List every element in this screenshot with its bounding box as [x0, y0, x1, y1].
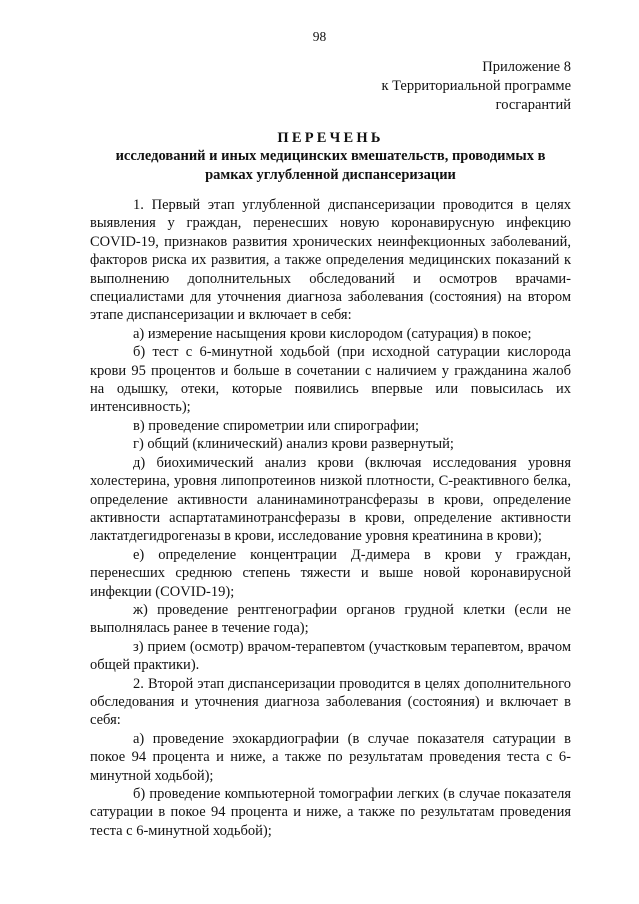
paragraph: 1. Первый этап углубленной диспансеризации проводится в целях выявления у граждан, перенесших новую коронавирусную инфекцию COVID-19, признаков развития хронических неинфекционных заболеваний, факторов риска их развития, а также определения медицинских показаний к выполнению дополнительных обследований и осмотров врачами-специалистами для уточнения диагноза заболевания (состояния) на втором этапе диспансеризации и включает в себя: [90, 197, 571, 324]
paragraph: б) проведение компьютерной томографии легких (в случае показателя сатурации в покое 94 процента и ниже, а также по результатам проведения теста с 6-минутной ходьбой); [90, 786, 571, 839]
document-subtitle-line-2: рамках углубленной диспансеризации [205, 166, 456, 183]
document-body [90, 196, 571, 840]
appendix-line-1: Приложение 8 [482, 59, 571, 75]
paragraph: б) тест с 6-минутной ходьбой (при исходной сатурации кислорода крови 95 процентов и больше в сочетании с наличием у гражданина жалоб на одышку, отеки, которые появились впервые или повысилась их интенсивность); [90, 344, 571, 416]
paragraph: з) прием (осмотр) врачом-терапевтом (участковым терапевтом, врачом общей практики). [90, 638, 571, 674]
paragraph: е) определение концентрации Д-димера в крови у граждан, перенесших среднюю степень тяжести и выше новой коронавирусной инфекции (COVID-19); [90, 546, 571, 600]
paragraph: в) проведение спирометрии или спирографии; [133, 417, 420, 434]
document-title: ПЕРЕЧЕНЬ [277, 130, 384, 146]
paragraph: ж) проведение рентгенографии органов грудной клетки (если не выполнялась ранее в течение года); [90, 601, 571, 637]
paragraph: г) общий (клинический) анализ крови развернутый; [133, 436, 454, 453]
appendix-line-3: госгарантий [495, 97, 571, 113]
paragraph: а) проведение эхокардиографии (в случае показателя сатурации в покое 94 процента и ниже, а также по результатам проведения теста с 6-минутной ходьбой); [90, 730, 571, 784]
appendix-header [381, 58, 571, 115]
document-title-block [90, 129, 571, 184]
paragraph: д) биохимический анализ крови (включая исследования уровня холестерина, уровня липопротеинов низкой плотности, С-реактивного белка, определение активности аланинаминотрансферазы в крови, определение активности аспартатаминотрансферазы в крови, определение активности лактатдегидрогеназы в крови, исследование уровня креатинина в крови); [90, 454, 571, 545]
page-number: 98 [312, 29, 327, 44]
paragraph: 2. Второй этап диспансеризации проводится в целях дополнительного обследования и уточнения диагноза заболевания (состояния) и включает в себя: [90, 675, 571, 729]
document-subtitle-line-1: исследований и иных медицинских вмешательств, проводимых в [115, 148, 546, 164]
appendix-line-2: к Территориальной программе [381, 78, 571, 94]
paragraph: а) измерение насыщения крови кислородом (сатурация) в покое; [133, 325, 532, 342]
